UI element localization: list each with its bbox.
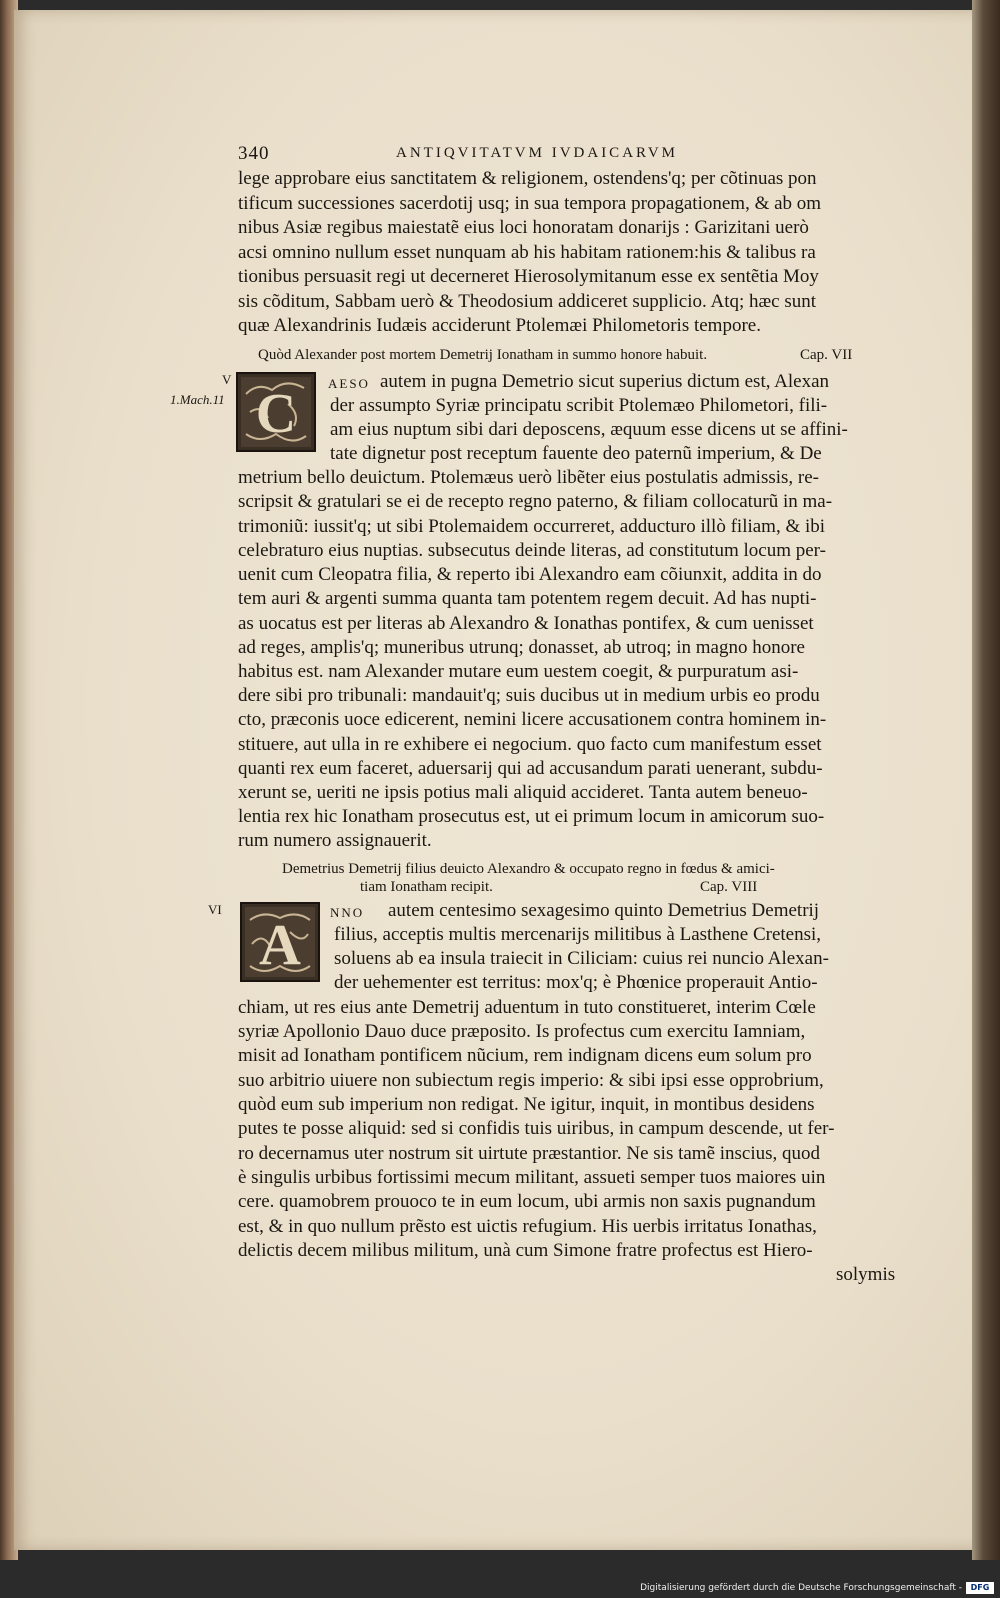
section-mark: V [222, 372, 232, 387]
text-line: ro decernamus uter nostrum sit uirtute præstantior. Ne sis tamẽ inscius, quod [238, 1143, 821, 1164]
text-line: trimoniũ: iussit'q; ut sibi Ptolemaidem occurreret, adducturo illò filiam, & ibi [238, 516, 826, 537]
text-line: quanti rex eum faceret, aduersarij qui ad accusandum parati uenerant, subdu- [238, 758, 823, 779]
text-line: cere. quamobrem prouoco te in eum locum, ubi armis non saxis pugnandum [238, 1191, 816, 1212]
book-page [14, 10, 976, 1550]
text-line: tate dignetur post receptum fauente deo paternũ imperium, & De [330, 443, 822, 464]
page-header [238, 143, 878, 169]
text-line: chiam, ut res eius ante Demetrij aduentum in tuto constitueret, interim Cœle [238, 997, 816, 1018]
running-title: ANTIQVITATVM IVDAICARVM [396, 145, 678, 161]
text-line: tionibus persuasit regi ut decerneret Hierosolymitanum esse ex sentẽtia Moy [238, 266, 819, 287]
text-line: as uocatus est per literas ab Alexandro & Ionathas pontifex, & cum uenisset [238, 613, 814, 634]
text-line: autem in pugna Demetrio sicut superius dictum est, Alexan [380, 371, 830, 392]
section-mark: VI [208, 902, 222, 917]
text-line: scripsit & gratulari se ei de recepto regno paterno, & filiam collocaturũ in ma- [238, 491, 833, 512]
decorated-initial-c [236, 372, 316, 452]
text-line: quæ Alexandrinis Iudæis acciderunt Ptolemæi Philometoris tempore. [238, 315, 761, 336]
text-line: ad reges, amplis'q; muneribus utrunq; donasset, ab utroq; in magno honore [238, 637, 805, 658]
dfg-logo: DFG [966, 1582, 994, 1594]
lead-smallcaps: NNO [330, 905, 365, 920]
lead-smallcaps: AESO [328, 376, 370, 391]
digitization-credit: Digitalisierung gefördert durch die Deutsche Forschungsgemeinschaft - [640, 1583, 962, 1593]
text-line: nibus Asiæ regibus maiestatẽ eius loci honoratam donarijs : Garizitani uerò [238, 217, 809, 238]
book-right-edge [972, 0, 1000, 1560]
text-line: est, & in quo nullum prẽsto est uictis refugium. His uerbis irritatus Ionathas, [238, 1216, 817, 1237]
text-line: am eius nuptum sibi dari deposcens, æquum esse dicens ut se affini- [330, 419, 848, 440]
text-line: celebraturo eius nuptias. subsecutus deinde literas, ad constitutum locum per- [238, 540, 826, 561]
text-line: der uehementer est territus: mox'q; è Phœnice properauit Antio- [334, 972, 818, 993]
chapter-caption: Quòd Alexander post mortem Demetrij Ionatham in summo honore habuit. [258, 347, 708, 363]
text-line: rum numero assignauerit. [238, 830, 432, 851]
text-line: acsi omnino nullum esset nunquam ab his habitam rationem:his & talibus ra [238, 242, 816, 263]
text-line: metrium bello deuictum. Ptolemæus uerò libẽter eius postulatis admissis, re- [238, 467, 819, 488]
text-line: xerunt se, ueriti ne ipsis potius mali aliquid accideret. Tanta autem beneuo- [238, 782, 808, 803]
text-line: filius, acceptis multis mercenarijs militibus à Lasthene Cretensi, [334, 924, 822, 945]
decorated-initial-a [240, 902, 320, 982]
text-line: der assumpto Syriæ principatu scribit Ptolemæo Philometori, fili- [330, 395, 828, 416]
margin-reference: 1.Mach.11 [170, 392, 225, 407]
text-line: cto, præconis uoce edicerent, nemini licere accusationem contra hominem in- [238, 709, 827, 730]
text-line: sis cõditum, Sabbam uerò & Theodosium addiceret supplicio. Atq; hæc sunt [238, 291, 817, 312]
text-line: stituere, aut ulla in re exhibere ei negocium. quo facto cum manifestum esset [238, 734, 822, 755]
chapter-label: Cap. VIII [700, 879, 758, 895]
chapter-caption: Demetrius Demetrij filius deuicto Alexandro & occupato regno in fœdus & amici- [282, 861, 775, 877]
chapter-label: Cap. VII [800, 347, 853, 363]
text-line: tem auri & argenti summa quanta tam potentem regem decuit. Ad has nupti- [238, 588, 817, 609]
text-line: soluens ab ea insula traiecit in Ciliciam: cuius rei nuncio Alexan- [334, 948, 829, 969]
ornament-icon [238, 374, 314, 450]
text-line: dere sibi pro tribunali: mandauit'q; suis ducibus ut in medium urbis eo produ [238, 685, 820, 706]
text-line: uenit cum Cleopatra filia, & reperto ibi Alexandro eam cõiunxit, addita in do [238, 564, 822, 585]
text-line: suo arbitrio uiuere non subiectum regis imperio: & sibi ipsi esse opprobrium, [238, 1070, 824, 1091]
ornament-icon [242, 904, 318, 980]
svg-text:A: A [259, 912, 301, 977]
page-number: 340 [238, 143, 270, 164]
text-line: delictis decem milibus militum, unà cum Simone fratre profectus est Hiero- [238, 1240, 813, 1261]
text-line: putes te posse aliquid: sed si confidis tuis uiribus, in campum descende, ut fer- [238, 1118, 835, 1139]
text-line: lege approbare eius sanctitatem & religionem, ostendens'q; per cõtinuas pon [238, 168, 817, 189]
svg-text:C: C [255, 383, 297, 445]
text-line: è singulis urbibus fortissimi mecum militant, assueti semper tuos maiores uin [238, 1167, 826, 1188]
text-line: autem centesimo sexagesimo quinto Demetrius Demetrij [388, 900, 820, 921]
text-line: tificum successiones sacerdotij usq; in sua tempora propagationem, & ab om [238, 193, 822, 214]
text-line: quòd eum sub imperium non redigat. Ne igitur, inquit, in montibus desidens [238, 1094, 815, 1115]
text-line: lentia rex hic Ionatham prosecutus est, ut ei primum locum in amicorum suo- [238, 806, 825, 827]
text-line: habitus est. nam Alexander mutare eum uestem coegit, & purpuratum asi- [238, 661, 799, 682]
chapter-caption: tiam Ionatham recipit. [360, 879, 493, 895]
text-line: misit ad Ionatham pontificem nũcium, rem indignam dicens eum solum pro [238, 1045, 812, 1066]
catchword: solymis [836, 1264, 896, 1285]
text-line: syriæ Apollonio Dauo duce præposito. Is profectus cum exercitu Iamniam, [238, 1021, 806, 1042]
